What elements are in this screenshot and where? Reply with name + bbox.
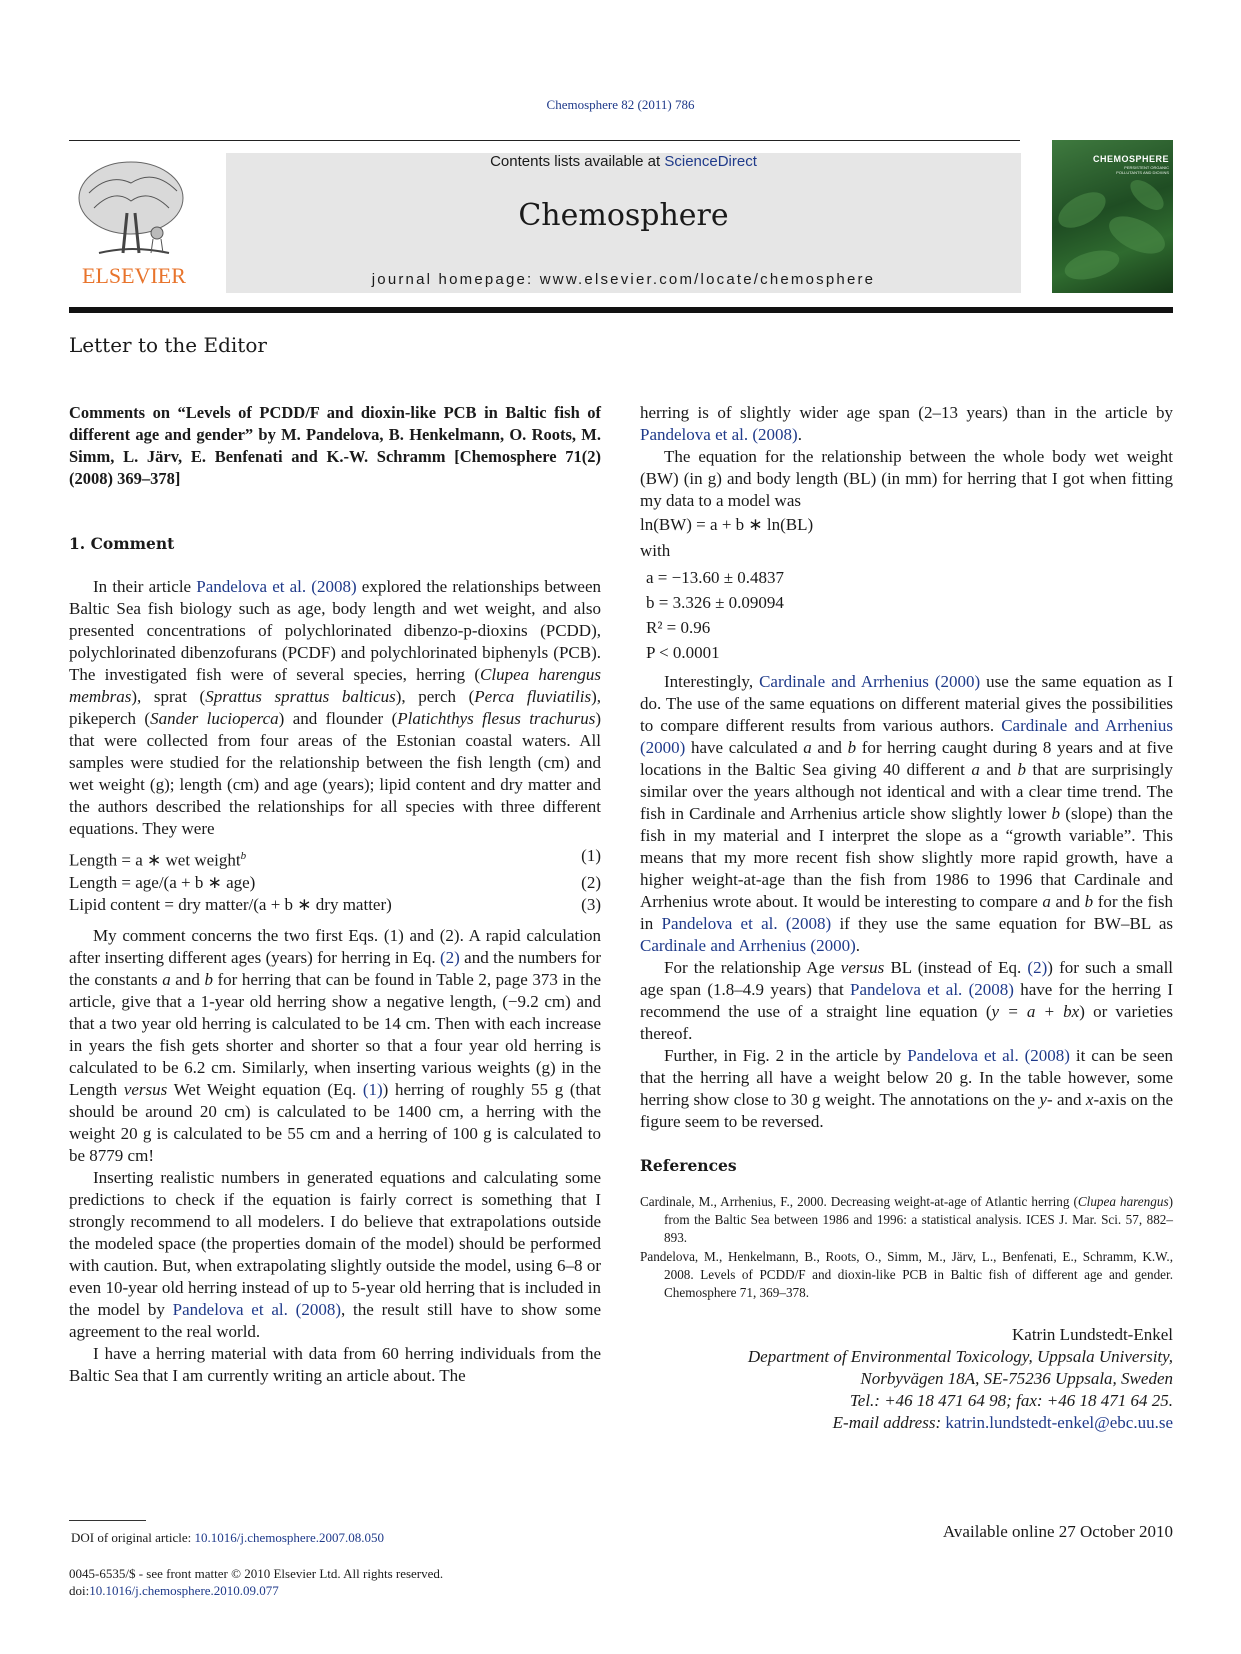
sciencedirect-link[interactable]: ScienceDirect <box>664 153 757 170</box>
citation-link[interactable]: Pandelova et al. (2008) <box>172 1299 341 1319</box>
paragraph: herring is of slightly wider age span (2–13 years) than in the article by Pandelova et al. (2008). <box>640 403 1173 444</box>
paragraph: Inserting realistic numbers in generated equations and calculating some predictions to check if the equation is fairly correct is something that I strongly recommend to all modelers. I do believe that extrapolations outside the modeled space (the properties domain of the model) should be performed with caution. But, when extrapolating slightly outside the model, using 6–8 or even 10-year old herring instead of up to 5-year old herring that is included in the model by Pandelova et al. (2008), the result still have to show some agreement to the real world. <box>69 1167 601 1341</box>
model-equation: ln(BW) = a + b ∗ ln(BL) <box>640 515 814 534</box>
available-online: Available online 27 October 2010 <box>942 1522 1173 1541</box>
equation: Lipid content = dry matter/(a + b ∗ dry matter) (3) <box>69 894 601 914</box>
citation-link[interactable]: Pandelova et al. (2008) <box>661 914 832 933</box>
paragraph: Further, in Fig. 2 in the article by Pandelova et al. (2008) it can be seen that the herring all have a weight below 20 g. In the table however, some herring show close to 30 g weight. The annotations on the y- and x-axis on the figure seem to be reversed. <box>640 1046 1173 1131</box>
journal-cover-image <box>1052 140 1173 293</box>
journal-name: Chemosphere <box>518 198 729 233</box>
author-name: Katrin Lundstedt-Enkel <box>1012 1325 1173 1344</box>
parameter: P < 0.0001 <box>646 643 720 662</box>
journal-citation[interactable]: Chemosphere 82 (2011) 786 <box>546 97 695 112</box>
citation-link[interactable]: Cardinale and Arrhenius (2000) <box>640 936 856 955</box>
contents-prefix: Contents lists available at <box>490 153 665 170</box>
header-thick-rule <box>69 307 1173 313</box>
paragraph: The equation for the relationship between the whole body wet weight (BW) (in g) and body length (BL) (in mm) for herring that I got when fitting my data to a model was <box>640 447 1173 510</box>
citation-link[interactable]: Cardinale and Arrhenius (2000) <box>640 716 1173 757</box>
affiliation: Department of Environmental Toxicology, Uppsala University, <box>747 1347 1173 1366</box>
citation-link[interactable]: Pandelova et al. (2008) <box>640 425 798 444</box>
elsevier-tree-icon <box>69 153 199 293</box>
contents-line <box>226 153 1021 170</box>
equation-list <box>69 845 601 916</box>
with-text: with <box>640 541 671 560</box>
leaf-pattern-icon <box>1052 140 1173 293</box>
author-signature <box>640 1324 1173 1434</box>
equation-number: (3) <box>581 894 601 914</box>
section-heading: 1. Comment <box>69 534 175 553</box>
article-title: Comments on “Levels of PCDD/F and dioxin-like PCB in Baltic fish of different age and gender” by M. Pandelova, B. Henkelmann, O. Roots, M. Simm, L. Järv, E. Benfenati and K.-W. Schramm [Chemosphere 71(2) (2008) 369–378] <box>69 403 601 488</box>
equation-link[interactable]: (2) <box>439 947 460 967</box>
doi-line: doi:10.1016/j.chemosphere.2010.09.077 <box>69 1583 279 1598</box>
parameter: R² = 0.96 <box>646 618 711 637</box>
email-link[interactable]: katrin.lundstedt-enkel@ebc.uu.se <box>945 1413 1173 1432</box>
citation-link[interactable]: Pandelova et al. (2008) <box>196 577 357 596</box>
original-doi: DOI of original article: 10.1016/j.chemosphere.2007.08.050 <box>71 1530 385 1545</box>
references-heading: References <box>640 1156 737 1175</box>
footnote-rule <box>69 1520 146 1521</box>
parameter-list <box>646 565 1173 665</box>
paragraph: My comment concerns the two first Eqs. (1) and (2). A rapid calculation after inserting different ages (years) for herring in Eq. (2) and the numbers for the constants a and b for herring that can be found in Table 2, page 373 in the article, give that a 1-year old herring show a negative length, (−9.2 cm) and that a two year old herring is calculated to be 14 cm. Then with each increase in years the fish gets shorter and shorter so that a four year old herring is calculated to be 6.2 cm. Similarly, when inserting various weights (g) in the Length versus Wet Weight equation (Eq. (1)) herring of roughly 55 g (that should be around 20 cm) is calculated to be 1400 cm, a herring with the weight 20 g is calculated to be 55 cm and a herring of 100 g is calculated to be 8779 cm! <box>69 925 601 1165</box>
equation-number: (2) <box>581 872 601 892</box>
original-doi-link[interactable]: 10.1016/j.chemosphere.2007.08.050 <box>194 1530 385 1545</box>
parameter: b = 3.326 ± 0.09094 <box>646 593 784 612</box>
cover-subtitle: PERSISTENT ORGANIC POLLUTANTS AND DIOXINS <box>1116 165 1169 175</box>
citation-link[interactable]: Pandelova et al. (2008) <box>850 980 1014 999</box>
email-line: E-mail address: katrin.lundstedt-enkel@ebc.uu.se <box>832 1413 1173 1432</box>
left-column <box>69 402 601 1387</box>
right-column <box>640 402 1173 1434</box>
address: Norbyvägen 18A, SE-75236 Uppsala, Sweden <box>860 1369 1173 1388</box>
equation: Length = age/(a + b ∗ age) (2) <box>69 872 601 892</box>
copyright-block <box>69 1565 443 1599</box>
paragraph: Interestingly, Cardinale and Arrhenius (2000) use the same equation as I do. The use of the same equations on different material gives the possibilities to compare different results from various authors. Cardinale and Arrhenius (2000) have calculated a and b for herring caught during 8 years and at five locations in the Baltic Sea giving 40 different a and b that are surprisingly similar over the years although not identical and with a clear time trend. The fish in Cardinale and Arrhenius article show slightly lower b (slope) than the fish in my material and I interpret the slope as a “growth variable”. This means that my more recent fish show slightly more rapid growth, have a higher weight-at-age than the fish from 1986 to 1996 that Cardinale and Arrhenius wrote about. It would be interesting to compare a and b for the fish in Pandelova et al. (2008) if they use the same equation for BW–BL as Cardinale and Arrhenius (2000). <box>640 672 1174 955</box>
journal-homepage[interactable]: journal homepage: www.elsevier.com/locate/chemosphere <box>371 271 876 288</box>
elsevier-logo <box>69 153 199 293</box>
paragraph: I have a herring material with data from 60 herring individuals from the Baltic Sea that I am currently writing an article about. The <box>69 1343 601 1385</box>
paragraph: For the relationship Age versus BL (instead of Eq. (2)) for such a small age span (1.8–4.9 years) that Pandelova et al. (2008) have for the herring I recommend the use of a straight line equation (y = a + bx) or varieties thereof. <box>640 958 1174 1043</box>
reference-item[interactable]: Cardinale, M., Arrhenius, F., 2000. Decreasing weight-at-age of Atlantic herring (Clupea harengus) from the Baltic Sea between 1986 and 1996: a statistical analysis. ICES J. Mar. Sci. 57, 882–893. <box>640 1194 1173 1245</box>
publisher-name: ELSEVIER <box>82 263 186 288</box>
parameter: a = −13.60 ± 0.4837 <box>646 568 785 587</box>
citation-link[interactable]: Pandelova et al. (2008) <box>907 1046 1070 1065</box>
phone-fax: Tel.: +46 18 471 64 98; fax: +46 18 471 64 25. <box>849 1391 1173 1410</box>
equation-number: (1) <box>581 846 601 865</box>
doi-link[interactable]: 10.1016/j.chemosphere.2010.09.077 <box>89 1583 279 1598</box>
header-rule <box>69 140 1020 141</box>
cover-title: CHEMOSPHERE <box>1092 154 1169 164</box>
paragraph: In their article Pandelova et al. (2008) explored the relationships between Baltic Sea fish biology such as age, body length and wet weight, and also presented concentrations of polychlorinated dibenzo-p-dioxins (PCDD), polychlorinated dibenzofurans (PCDF) and polychlorinated biphenyls (PCB). The investigated fish were of several species, herring (Clupea harengus membras), sprat (Sprattus sprattus balticus), perch (Perca fluviatilis), pikeperch (Sander lucioperca) and flounder (Platichthys flesus trachurus) that were collected from four areas of the Estonian coastal waters. All samples were studied for the relationship between the fish length (cm) and wet weight (g); length (cm) and age (years); lipid content and dry matter and the authors described the relationships for all species with three different equations. They were <box>69 577 602 838</box>
copyright-line: 0045-6535/$ - see front matter © 2010 Elsevier Ltd. All rights reserved. <box>69 1566 444 1581</box>
article-type: Letter to the Editor <box>69 333 267 357</box>
reference-item[interactable]: Pandelova, M., Henkelmann, B., Roots, O., Simm, M., Järv, L., Benfenati, E., Schramm, K.W., 2008. Levels of PCDD/F and dioxin-like PCB in Baltic fish of different age and gender. Chemosphere 71, 369–378. <box>640 1249 1173 1300</box>
equation-link[interactable]: (2) <box>1027 958 1048 977</box>
journal-banner <box>226 153 1021 293</box>
equation: Length = a ∗ wet weight$^b$ (1) <box>69 846 601 870</box>
equation-link[interactable]: (1) <box>362 1079 383 1099</box>
citation-link[interactable]: Cardinale and Arrhenius (2000) <box>759 672 981 691</box>
